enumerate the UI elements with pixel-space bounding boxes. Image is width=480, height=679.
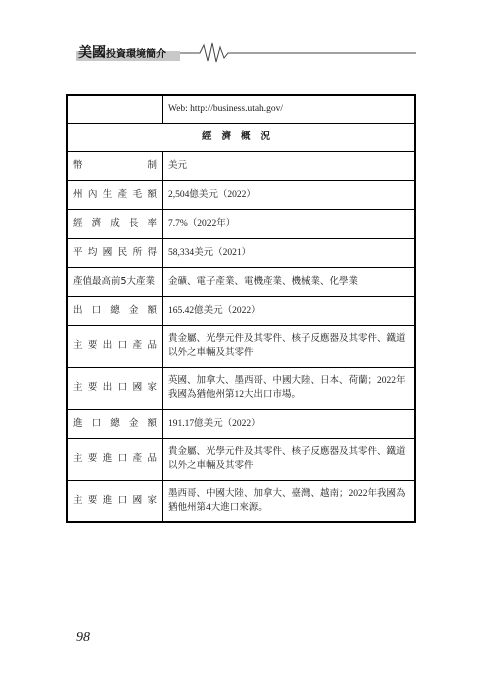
table-row	[67, 409, 415, 438]
web-row	[67, 95, 415, 123]
row-label: 產值最高前5大產業	[67, 267, 163, 296]
row-value: 165.42億美元（2022）	[163, 296, 416, 325]
row-label: 出 口 總 金 額	[73, 304, 157, 316]
row-value: 7.7%（2022年）	[163, 209, 416, 238]
row-value: 2,504億美元（2022）	[163, 180, 416, 209]
header-title-main: 美國	[78, 45, 106, 61]
table-row	[67, 438, 415, 480]
row-value: 墨西哥、中國大陸、加拿大、臺灣、越南；2022年我國為猶他州第4大進口來源。	[163, 480, 416, 522]
row-value: 英國、加拿大、墨西哥、中國大陸、日本、荷蘭；2022年我國為猶他州第12大出口市場。	[163, 367, 416, 409]
row-value: 貴金屬、光學元件及其零件、核子反應器及其零件、鐵道以外之車輛及其零件	[163, 438, 416, 480]
web-label-cell	[67, 95, 163, 123]
table-row	[67, 238, 415, 267]
table-row	[67, 367, 415, 409]
table-row	[67, 209, 415, 238]
row-value: 191.17億美元（2022）	[163, 409, 416, 438]
economic-overview-table	[66, 94, 416, 523]
row-label: 主 要 進 口 國 家	[73, 494, 157, 506]
table-row	[67, 480, 415, 522]
row-value: 金礦、電子產業、電機產業、機械業、化學業	[163, 267, 416, 296]
table-row	[67, 180, 415, 209]
page-header	[76, 40, 416, 64]
row-label: 主 要 出 口 國 家	[73, 382, 157, 393]
section-title-row	[67, 123, 415, 151]
header-title	[78, 42, 166, 62]
row-label: 平 均 國 民 所 得	[73, 246, 157, 258]
row-value: 58,334美元（2021）	[163, 238, 416, 267]
row-label: 進 口 總 金 額	[73, 417, 157, 429]
row-value: 美元	[163, 151, 416, 180]
table-row	[67, 267, 415, 296]
table-row	[67, 151, 415, 180]
heartbeat-line-icon	[180, 40, 416, 64]
row-label: 經 濟 成 長 率	[73, 217, 157, 229]
row-label: 幣 制	[73, 159, 157, 171]
row-label: 主 要 出 口 產 品	[73, 340, 157, 351]
header-title-sub: 投資環境簡介	[106, 49, 166, 60]
row-value: 貴金屬、光學元件及其零件、核子反應器及其零件、鐵道以外之車輛及其零件	[163, 325, 416, 367]
row-label: 主 要 進 口 產 品	[73, 453, 157, 464]
row-label: 州 內 生 產 毛 額	[73, 188, 157, 200]
table-row	[67, 296, 415, 325]
table-row	[67, 325, 415, 367]
page-number: 98	[76, 630, 90, 645]
web-url: Web: http://business.utah.gov/	[163, 95, 416, 123]
section-title: 經濟概況	[67, 123, 415, 151]
